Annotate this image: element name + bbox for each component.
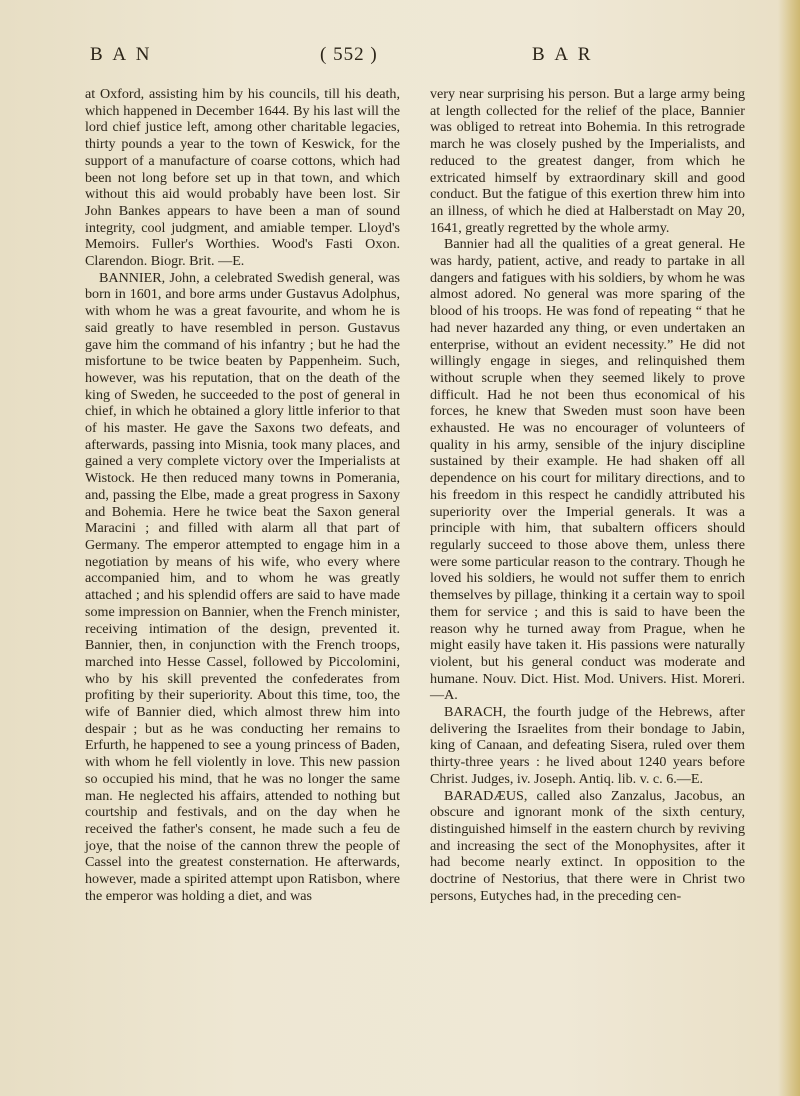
left-column: [85, 86, 400, 904]
running-header: [80, 44, 760, 74]
right-column: [430, 86, 745, 904]
paragraph-bankes-end: at Oxford, assisting him by his councils, till his death, which happened in December 1644. By his last will the lord chief justice left, among other charitable legacies, thirty pounds a year to the town of Keswick, for the support of a manufacture of coarse cottons, which had been not long before set up in that town, and which without this aid would probably have been lost. Sir John Bankes appears to have been a man of sound integrity, cool judgment, and amiable temper. Lloyd's Memoirs. Fuller's Worthies. Wood's Fasti Oxon. Clarendon. Biogr. Brit. —E.: [85, 86, 400, 270]
paragraph-bannier-qualities: Bannier had all the qualities of a great general. He was hardy, patient, active, and ready to partake in all dangers and fatigues with his soldiers, by whom he was almost adored. No general was more sparing of the blood of his troops. He was fond of repeating “ that he had never hazarded any thing, or even undertaken an enterprise, without an evident necessity.” He did not willingly engage in sieges, and relinquished them without scruple when they seemed likely to prove difficult. Had he not been thus economical of his forces, he knew that Sweden must soon have been exhausted. He was no encourager of volunteers of quality in his army, sensible of the injury discipline sustained by their example. He had shaken off all dependence on his court for military directions, and to his freedom in this respect he candidly attributed his superiority over the Imperial generals. It was a principle with him, that subaltern officers should regularly succeed to those above them, unless there were some particular reason to the contrary. Though he loved his soldiers, he would not suffer them to enrich themselves by pillage, thinking it a certain way to spoil them for service ; and this is said to have been the reason why he turned away from Prague, when he might easily have taken it. His passions were naturally violent, but his general conduct was moderate and humane. Nouv. Dict. Hist. Mod. Univers. Hist. Moreri.—A.: [430, 236, 745, 704]
entry-baradaeus: BARADÆUS, called also Zanzalus, Jacobus, an obscure and ignorant monk of the sixth century, distinguished himself in the eastern church by reviving and increasing the sect of the Monophysites, after it had become nearly extinct. In opposition to the doctrine of Nestorius, that there were in Christ two persons, Eutyches had, in the preceding cen-: [430, 787, 745, 904]
entry-barach: BARACH, the fourth judge of the Hebrews, after delivering the Israelites from their bondage to Jabin, king of Canaan, and defeating Sisera, ruled over them thirty-three years : he lived about 1240 years before Christ. Judges, iv. Joseph. Antiq. lib. v. c. 6.—E.: [430, 704, 745, 787]
paragraph-bannier-continued: very near surprising his person. But a large army being at length collected for the relief of the place, Bannier was obliged to retreat into Bohemia. In this retrograde march he was closely pushed by the Imperialists, and reduced to the greatest danger, from which he extricated himself by extraordinary skill and good conduct. But the fatigue of this exertion threw him into an illness, of which he died at Halberstadt on May 20, 1641, greatly regretted by the whole army.: [430, 86, 745, 236]
header-left: B A N: [90, 44, 153, 65]
page-number: ( 552 ): [320, 44, 378, 65]
header-right: B A R: [532, 44, 594, 65]
entry-bannier: BANNIER, John, a celebrated Swedish general, was born in 1601, and bore arms under Gustavus Adolphus, with whom he was a great favourite, and whom he is said greatly to have resembled in person. Gustavus gave him the command of his infantry ; but he had the misfortune to be twice beaten by Pappenheim. Such, however, was his reputation, that on the death of the king of Sweden, he succeeded to the post of general in chief, in which he obtained a glory little inferior to that of his master. He gave the Saxons two defeats, and afterwards, passing into Misnia, took many places, and gained a very complete victory over the Imperialists at Wistock. He then reduced many towns in Pomerania, and, passing the Elbe, made a great progress in Saxony and Bohemia. Here he twice beat the Saxon general Maracini ; and filled with alarm all that part of Germany. The emperor attempted to engage him in a negotiation by means of his wife, who every where accompanied him, and to whom he was greatly attached ; and his splendid offers are said to have made some impression on Bannier, when the French minister, receiving intimation of the design, prevented it. Bannier, then, in conjunction with the French troops, marched into Hesse Cassel, followed by Piccolomini, who by his skill prevented the confederates from profiting by their superiority. About this time, too, the wife of Bannier died, which almost threw him into despair ; but as he was conducting her remains to Erfurth, he happened to see a young princess of Baden, with whom he fell violently in love. This new passion so occupied his mind, that he was no longer the same man. He neglected his affairs, attended to nothing but courtship and festivals, and on the day when he received the father's consent, he made such a feu de joye, that the noise of the cannon threw the people of Cassel into the greatest consternation. He afterwards, however, made a spirited attempt upon Ratisbon, where the emperor was holding a diet, and was: [85, 269, 400, 904]
page-edge-shading: [778, 0, 800, 1096]
